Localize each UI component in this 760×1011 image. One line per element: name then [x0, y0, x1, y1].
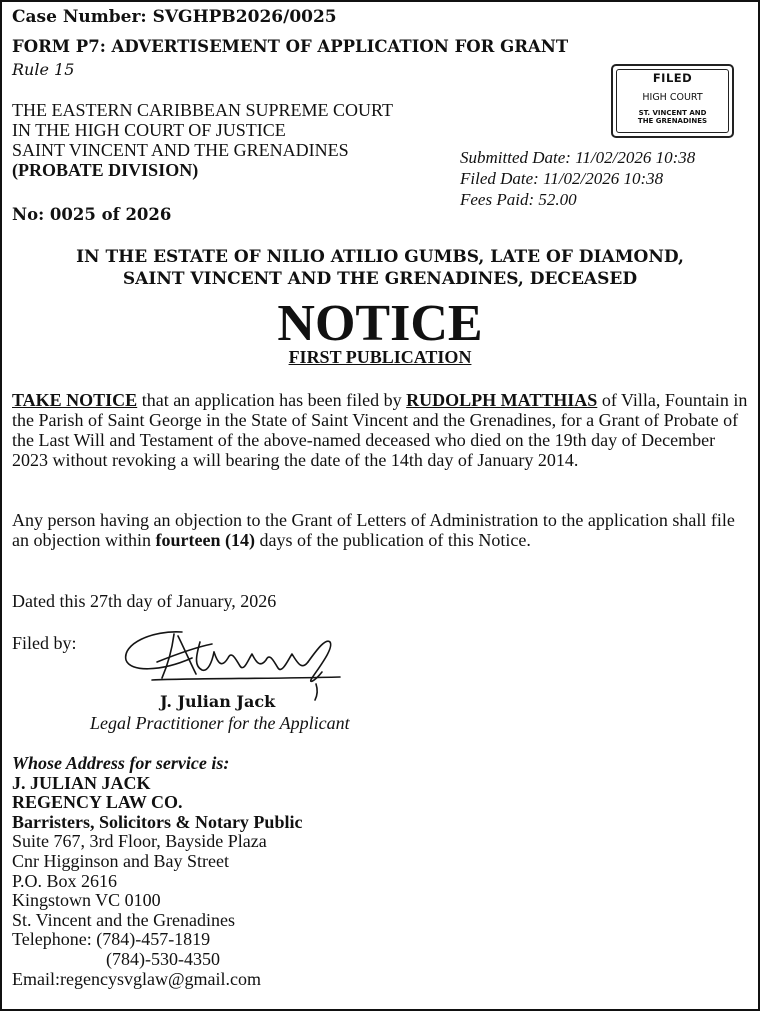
signature-image [112, 622, 352, 702]
court-line-1: THE EASTERN CARIBBEAN SUPREME COURT [12, 100, 393, 120]
case-number: Case Number: SVGHPB2026/0025 [12, 7, 337, 27]
telephone-2: (784)-530-4350 [106, 948, 220, 969]
filed-date: Filed Date: 11/02/2026 10:38 [460, 169, 664, 188]
address-line-2: Cnr Higginson and Bay Street [12, 850, 229, 871]
stamp-jurisdiction-line1: ST. VINCENT AND [638, 109, 707, 117]
take-notice-lead: TAKE NOTICE [12, 390, 138, 410]
paragraph-2-start: Any person having an objection to the Grant of Letters of Administration to the application shall file an objection within [12, 510, 735, 550]
stamp-jurisdiction-line2: THE GRENADINES [637, 117, 708, 125]
address-name: J. JULIAN JACK [12, 772, 151, 793]
filed-by-label: Filed by: [12, 633, 77, 653]
rule-reference: Rule 15 [12, 60, 75, 79]
court-line-3: SAINT VINCENT AND THE GRENADINES [12, 140, 349, 160]
court-line-2: IN THE HIGH COURT OF JUSTICE [12, 120, 286, 140]
address-line-1: Suite 767, 3rd Floor, Bayside Plaza [12, 831, 267, 852]
stamp-court-label: HIGH COURT [642, 92, 703, 103]
address-line-3: P.O. Box 2616 [12, 870, 118, 891]
paragraph-2-end: days of the publication of this Notice. [254, 530, 531, 550]
form-title: FORM P7: ADVERTISEMENT OF APPLICATION FOR GRANT [12, 37, 569, 56]
address-block [12, 754, 302, 989]
paragraph-1-rest: of Villa, Fountain in the Parish of Saint George in the State of Saint Vincent and the Grenadines, for a Grant of Probate of the Last Will and Testament of the above-named deceased who died on the 19th day of December 2023 without revoking a will bearing the date of the 14th day of January 2014. [12, 390, 748, 470]
applicant-name: RUDOLPH MATTHIAS [406, 390, 598, 410]
notice-paragraph-2 [12, 510, 748, 550]
court-division: (PROBATE DIVISION) [12, 160, 199, 180]
case-no: No: 0025 of 2026 [12, 205, 172, 224]
estate-line-2: SAINT VINCENT AND THE GRENADINES, DECEASED [122, 269, 638, 289]
address-heading: Whose Address for service is: [12, 753, 230, 773]
stamp-jurisdiction [613, 109, 732, 125]
address-line-4: Kingstown VC 0100 [12, 890, 161, 911]
objection-period: fourteen (14) [155, 530, 255, 550]
address-line-5: St. Vincent and the Grenadines [12, 909, 236, 930]
stamp-filed-label: FILED [652, 71, 693, 85]
telephone-1: Telephone: (784)-457-1819 [12, 929, 211, 950]
submitted-date: Submitted Date: 11/02/2026 10:38 [460, 148, 696, 167]
notice-paragraph-1 [12, 390, 748, 470]
filed-stamp [611, 64, 734, 138]
email-address: Email:regencysvglaw@gmail.com [12, 968, 262, 989]
signatory-name: J. Julian Jack [160, 692, 276, 711]
fees-paid: Fees Paid: 52.00 [460, 190, 577, 209]
address-firm: REGENCY LAW CO. [12, 792, 183, 813]
address-description: Barristers, Solicitors & Notary Public [12, 811, 303, 832]
notice-title: NOTICE [277, 295, 483, 352]
signatory-role: Legal Practitioner for the Applicant [90, 713, 350, 733]
notice-subtitle: FIRST PUBLICATION [288, 347, 472, 367]
court-header [12, 100, 393, 180]
filing-details [460, 147, 695, 210]
paragraph-1-mid: that an application has been filed by [137, 390, 407, 410]
estate-heading [2, 246, 758, 290]
estate-line-1: IN THE ESTATE OF NILIO ATILIO GUMBS, LATE OF DIAMOND, [76, 247, 684, 267]
dated-line: Dated this 27th day of January, 2026 [12, 591, 277, 611]
